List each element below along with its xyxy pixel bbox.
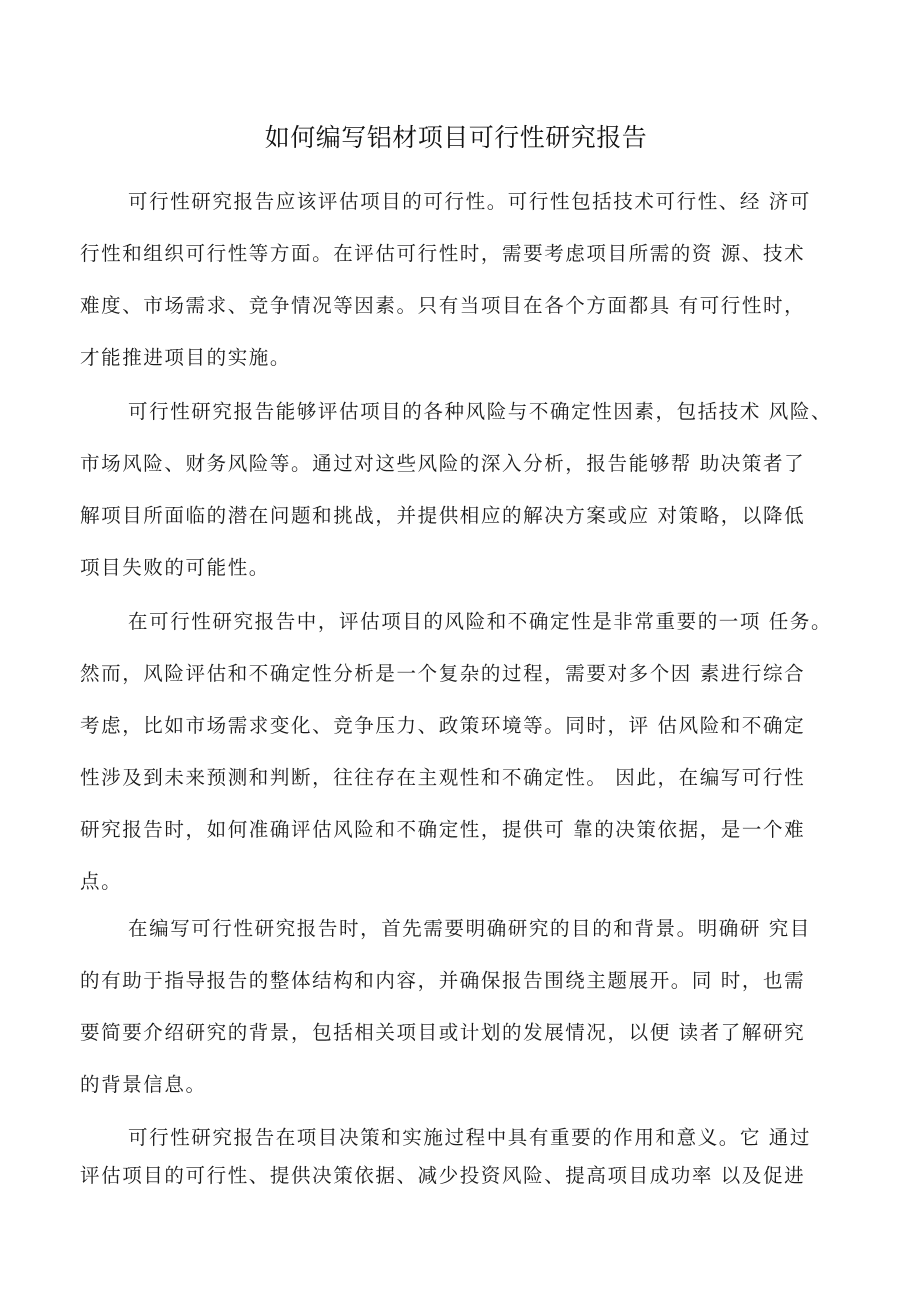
paragraph-line: 才能推进项目的实施。 — [80, 346, 292, 369]
paragraph-line: 研究报告时，如何准确评估风险和不确定性，提供可 靠的决策依据，是一个难 — [80, 818, 806, 841]
paragraph-line: 可行性研究报告在项目决策和实施过程中具有重要的作用和意义。它 通过 — [128, 1126, 811, 1149]
paragraph-5 — [80, 1119, 848, 1195]
paragraph-line: 行性和组织可行性等方面。在评估可行性时，需要考虑项目所需的资 源、技术 — [80, 242, 806, 265]
paragraph-line: 评估项目的可行性、提供决策依据、减少投资风险、提高项目成功率 以及促进 — [80, 1164, 806, 1187]
paragraph-3 — [80, 596, 848, 908]
paragraph-line: 考虑，比如市场需求变化、竞争压力、政策环境等。同时，评 估风险和不确定 — [80, 714, 806, 737]
paragraph-line: 然而，风险评估和不确定性分析是一个复杂的过程，需要对多个因 素进行综合 — [80, 662, 806, 685]
paragraph-2 — [80, 386, 848, 594]
paragraph-line: 的背景信息。 — [80, 1073, 207, 1096]
paragraph-line: 项目失败的可能性。 — [80, 556, 270, 579]
paragraph-line: 在编写可行性研究报告时，首先需要明确研究的目的和背景。明确研 究目 — [128, 917, 811, 940]
paragraph-line: 解项目所面临的潜在问题和挑战，并提供相应的解决方案或应 对策略，以降低 — [80, 504, 806, 527]
paragraph-line: 可行性研究报告能够评估项目的各种风险与不确定性因素，包括技术 风险、 — [128, 400, 833, 423]
paragraph-line: 难度、市场需求、竞争情况等因素。只有当项目在各个方面都具 有可行性时， — [80, 294, 806, 317]
paragraph-line: 点。 — [80, 870, 123, 893]
paragraph-line: 的有助于指导报告的整体结构和内容，并确保报告围绕主题展开。同 时，也需 — [80, 969, 806, 992]
paragraph-line: 市场风险、财务风险等。通过对这些风险的深入分析，报告能够帮 助决策者了 — [80, 452, 806, 475]
paragraph-line: 要简要介绍研究的背景，包括相关项目或计划的发展情况，以便 读者了解研究 — [80, 1021, 806, 1044]
paragraph-line: 性涉及到未来预测和判断，往往存在主观性和不确定性。 因此，在编写可行性 — [80, 766, 806, 789]
paragraph-line: 在可行性研究报告中，评估项目的风险和不确定性是非常重要的一项 任务。 — [128, 610, 833, 633]
paragraph-line: 可行性研究报告应该评估项目的可行性。可行性包括技术可行性、经 济可 — [128, 190, 811, 213]
paragraph-1 — [80, 176, 848, 384]
document-title: 如何编写铝材项目可行性研究报告 — [264, 123, 648, 152]
paragraph-4 — [80, 903, 848, 1111]
